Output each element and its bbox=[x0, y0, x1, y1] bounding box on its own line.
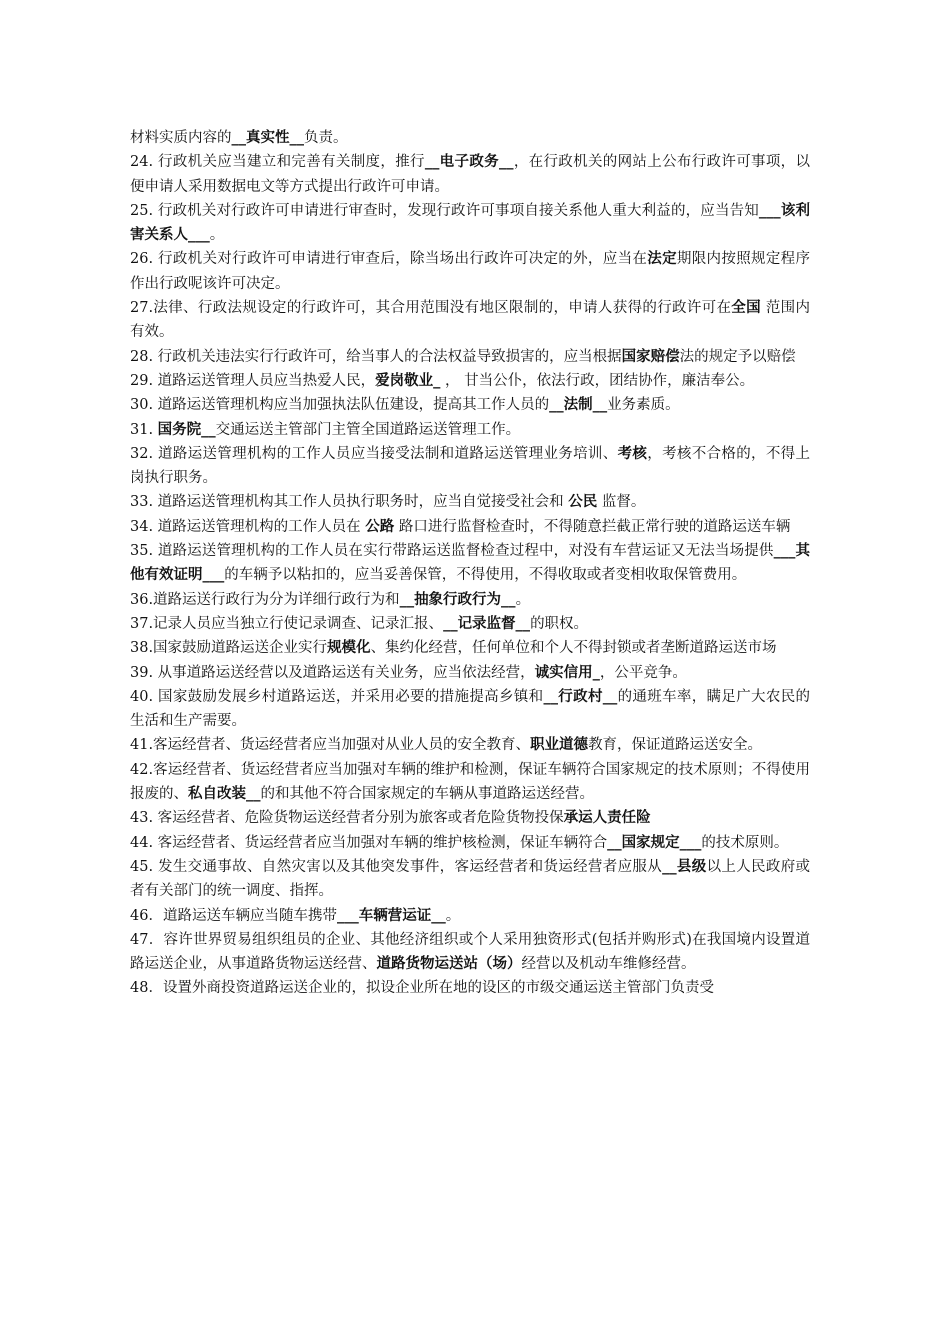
question-text: 的和其他不符合国家规定的车辆从事道路运送经营。 bbox=[260, 786, 594, 803]
question-text: 范围内有效。 bbox=[130, 300, 811, 341]
question-text: 27.法律、行政法规设定的行政许可，其合用范围没有地区限制的，申请人获得的行政许可在 bbox=[130, 300, 732, 317]
paragraph-16 bbox=[130, 636, 810, 660]
question-text: 45. 发生交通事故、自然灾害以及其他突发事件，客运经营者和货运经营者应服从 bbox=[130, 858, 663, 875]
answer-text: 职业道德 bbox=[530, 737, 589, 754]
document-page bbox=[130, 126, 810, 1001]
question-text: 期限内按照规定程序作出行政呢该许可决定。 bbox=[130, 251, 811, 292]
answer-text: 法定 bbox=[647, 251, 677, 268]
question-text: 的技术原则。 bbox=[701, 834, 789, 851]
answer-text: 私自改装__ bbox=[188, 786, 261, 803]
question-text: 48．设置外商投资道路运送企业的，拟设企业所在地的设区的市级交通运送主管部门负责受 bbox=[130, 980, 714, 997]
answer-text: 国务院__ bbox=[157, 421, 216, 438]
paragraph-24 bbox=[130, 904, 810, 928]
answer-text: __行政村__ bbox=[543, 688, 618, 705]
question-text: 。 bbox=[515, 591, 531, 608]
paragraph-4 bbox=[130, 247, 810, 296]
paragraph-2 bbox=[130, 150, 810, 199]
question-text: 的职权。 bbox=[530, 615, 589, 632]
answer-text: __记录监督__ bbox=[443, 615, 531, 632]
answer-text: __抽象行政行为__ bbox=[399, 591, 516, 608]
question-text: 28. 行政机关违法实行行政许可，给当事人的合法权益导致损害的，应当根据 bbox=[130, 348, 622, 365]
question-text: 的通班车率，瞒足广大农民的生活和生产需要。 bbox=[130, 688, 811, 730]
paragraph-20 bbox=[130, 758, 810, 807]
question-text: 的车辆予以粘扣的，应当妥善保管，不得使用，不得收取或者变相收取保管费用。 bbox=[224, 567, 747, 584]
question-text: 43. 客运经营者、危险货物运送经营者分别为旅客或者危险货物投保 bbox=[130, 810, 564, 827]
paragraph-17 bbox=[130, 661, 810, 685]
answer-text: 承运人责任险 bbox=[563, 810, 651, 827]
question-text: 46．道路运送车辆应当随车携带 bbox=[130, 907, 337, 924]
answer-text: __电子政务__ bbox=[424, 154, 514, 171]
answer-text: __真实性__ bbox=[231, 130, 304, 146]
question-text: 路口进行监督检查时，不得随意拦截正常行驶的道路运送车辆 bbox=[394, 518, 791, 535]
question-text: 监督。 bbox=[597, 494, 646, 511]
answer-text: ___其他有效证明___ bbox=[130, 543, 811, 584]
question-text: 38.国家鼓励道路运送企业实行 bbox=[130, 640, 328, 657]
answer-text: ___该利害关系人___ bbox=[130, 202, 810, 244]
paragraph-25 bbox=[130, 928, 810, 977]
question-text: 25. 行政机关对行政许可申请进行审查时，发现行政许可事项自接关系他人重大利益的，应当告知 bbox=[130, 202, 759, 219]
answer-text: 爱岗敬业_ bbox=[375, 372, 441, 389]
question-text: 35. 道路运送管理机构的工作人员在实行带路运送监督检查过程中，对没有车营运证又无法当场提供 bbox=[130, 543, 774, 560]
answer-text: 道路货物运送站（场） bbox=[376, 956, 522, 973]
paragraph-14 bbox=[130, 588, 810, 612]
paragraph-8 bbox=[130, 393, 810, 417]
question-text: 教育，保证道路运送安全。 bbox=[588, 737, 763, 754]
answer-text: __县级 bbox=[662, 858, 707, 875]
question-text: 34. 道路运送管理机构的工作人员在 bbox=[130, 518, 366, 535]
paragraph-7 bbox=[130, 369, 810, 393]
answer-text: __法制__ bbox=[549, 397, 608, 414]
paragraph-12 bbox=[130, 515, 810, 539]
answer-text: 国家赔偿 bbox=[621, 348, 680, 365]
question-text: 37.记录人员应当独立行使记录调查、记录汇报、 bbox=[130, 615, 444, 632]
paragraph-10 bbox=[130, 442, 810, 491]
question-text: 、集约化经营，任何单位和个人不得封锁或者垄断道路运送市场 bbox=[370, 640, 777, 657]
paragraph-6 bbox=[130, 345, 810, 369]
question-text: 负责。 bbox=[304, 130, 348, 146]
document-body bbox=[130, 126, 810, 1001]
question-text: 42.客运经营者、货运经营者应当加强对车辆的维护和检测，保证车辆符合国家规定的技术原则；不得使用报废的、 bbox=[130, 761, 810, 803]
paragraph-21 bbox=[130, 806, 810, 830]
question-text: 以上人民政府或者有关部门的统一调度、指挥。 bbox=[130, 858, 811, 900]
question-text: 交通运送主管部门主管全国道路运送管理工作。 bbox=[215, 421, 521, 438]
paragraph-18 bbox=[130, 685, 810, 734]
paragraph-11 bbox=[130, 490, 810, 514]
question-text: 31. bbox=[130, 421, 158, 438]
paragraph-5 bbox=[130, 296, 810, 345]
question-text: 24. 行政机关应当建立和完善有关制度，推行 bbox=[130, 154, 425, 171]
answer-text: __国家规定___ bbox=[607, 834, 702, 851]
question-text: 41.客运经营者、货运经营者应当加强对从业人员的安全教育、 bbox=[130, 737, 531, 754]
question-text: 。 bbox=[445, 907, 461, 924]
question-text: ，在行政机关的网站上公布行政许可事项，以便申请人采用数据电文等方式提出行政许可申请。 bbox=[130, 154, 811, 195]
answer-text: 考核 bbox=[617, 445, 648, 462]
question-text: 。 bbox=[209, 227, 225, 244]
question-text: 36.道路运送行政行为分为详细行政行为和 bbox=[130, 591, 400, 608]
question-text: 33. 道路运送管理机构其工作人员执行职务时，应当自觉接受社会和 bbox=[130, 494, 569, 511]
paragraph-19 bbox=[130, 733, 810, 757]
paragraph-13 bbox=[130, 539, 810, 588]
paragraph-3 bbox=[130, 199, 810, 248]
paragraph-22 bbox=[130, 831, 810, 855]
question-text: 47．容许世界贸易组织组员的企业、其他经济组织或个人采用独资形式(包括并购形式)在我国境内设置道路运送企业，从事道路货物运送经营、 bbox=[130, 931, 810, 973]
answer-text: 公民 bbox=[568, 494, 598, 511]
paragraph-9 bbox=[130, 418, 810, 442]
answer-text: 公路 bbox=[365, 518, 395, 535]
paragraph-15 bbox=[130, 612, 810, 636]
question-text: 26. 行政机关对行政许可申请进行审查后，除当场出行政许可决定的外，应当在 bbox=[130, 251, 648, 268]
answer-text: 诚实信用_ bbox=[534, 664, 600, 681]
question-text: 29. 道路运送管理人员应当热爱人民， bbox=[130, 372, 376, 389]
paragraph-1 bbox=[130, 126, 810, 150]
question-text: 30. 道路运送管理机构应当加强执法队伍建设，提高其工作人员的 bbox=[130, 397, 550, 414]
answer-text: 规模化 bbox=[327, 640, 371, 657]
paragraph-23 bbox=[130, 855, 810, 904]
question-text: 32. 道路运送管理机构的工作人员应当接受法制和道路运送管理业务培训、 bbox=[130, 445, 618, 462]
question-text: 39. 从事道路运送经营以及道路运送有关业务，应当依法经营， bbox=[130, 664, 535, 681]
question-text: 44. 客运经营者、货运经营者应当加强对车辆的维护核检测，保证车辆符合 bbox=[130, 834, 608, 851]
question-text: 法的规定予以赔偿 bbox=[679, 348, 796, 365]
question-text: 材料实质内容的 bbox=[130, 130, 232, 146]
question-text: 业务素质。 bbox=[607, 397, 680, 414]
answer-text: ___车辆营运证__ bbox=[336, 907, 446, 924]
question-text: ，考核不合格的，不得上岗执行职务。 bbox=[130, 445, 811, 487]
paragraph-26 bbox=[130, 976, 810, 1000]
question-text: ， 甘当公仆，依法行政，团结协作，廉洁奉公。 bbox=[440, 372, 755, 389]
answer-text: 全国 bbox=[731, 300, 761, 317]
question-text: 40. 国家鼓励发展乡村道路运送，并采用必要的措施提高乡镇和 bbox=[130, 688, 544, 705]
question-text: 经营以及机动车维修经营。 bbox=[521, 956, 696, 973]
question-text: ，公平竞争。 bbox=[599, 664, 687, 681]
